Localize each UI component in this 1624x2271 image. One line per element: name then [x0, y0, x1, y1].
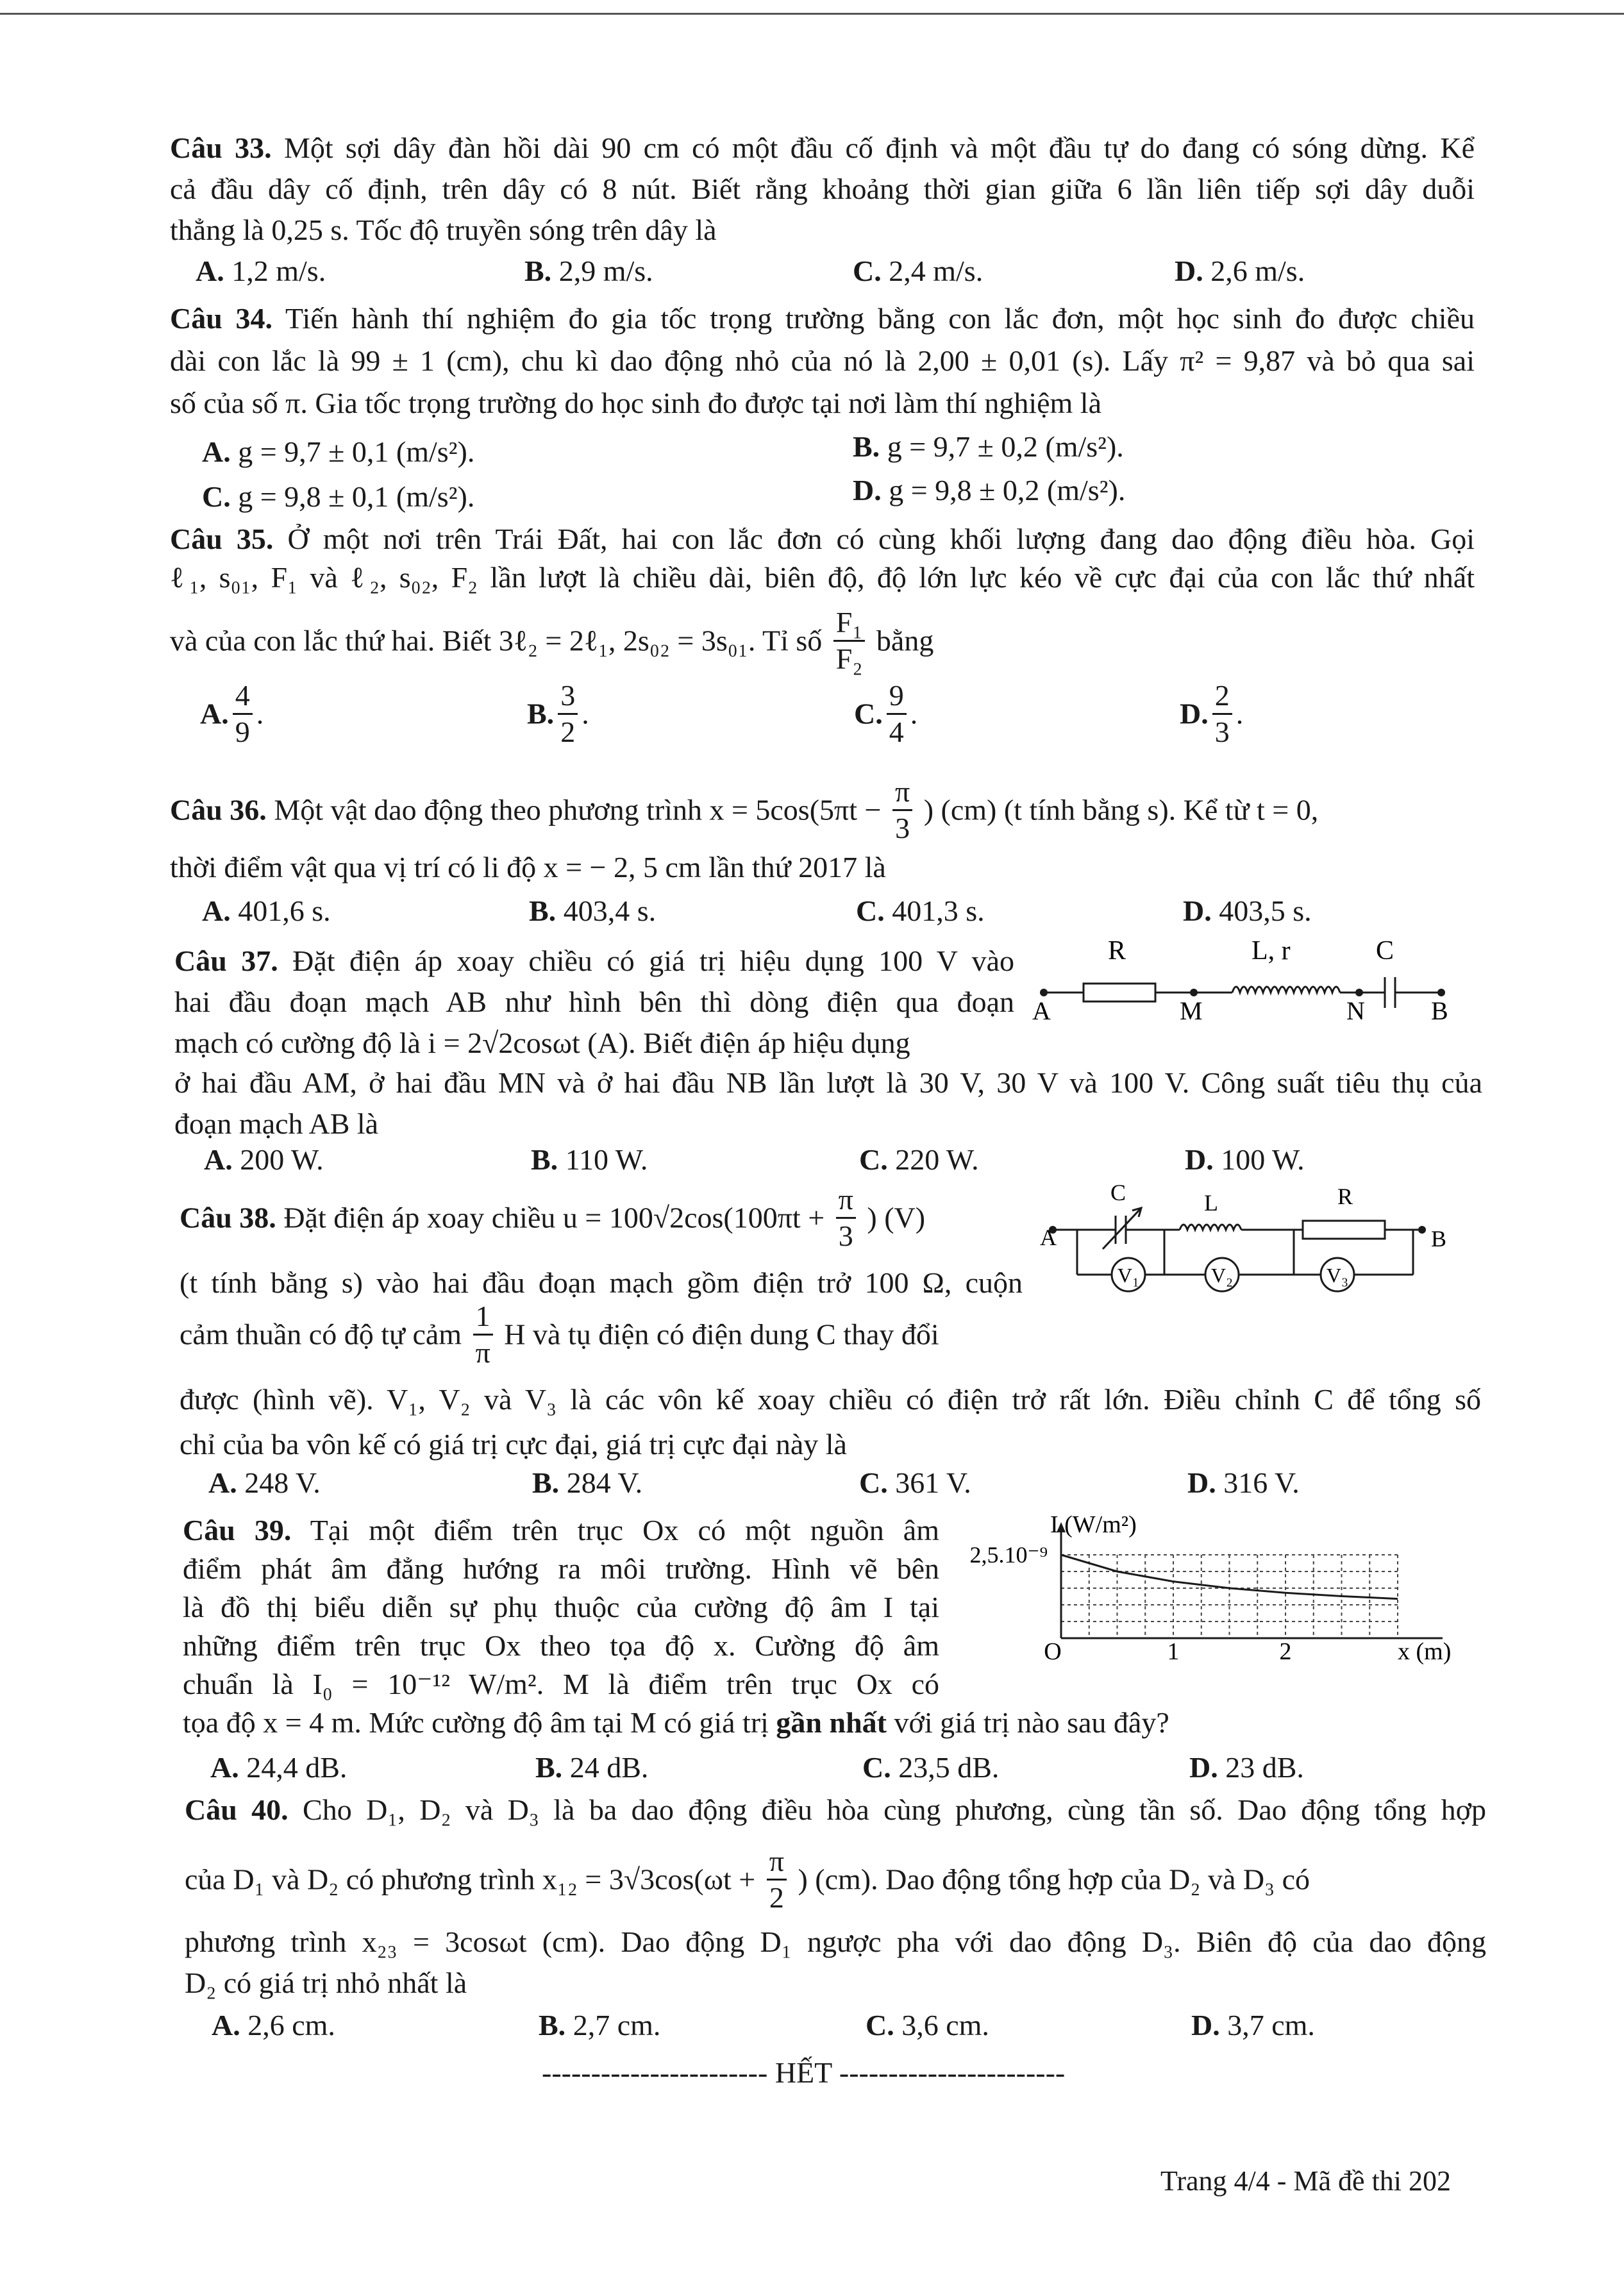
- q35-line-1: [170, 524, 1475, 554]
- q36-text-2: thời điểm vật qua vị trí có li độ x = − 2, 5 cm lần thứ 2017 là: [170, 851, 886, 884]
- q37-label-r: R: [1108, 936, 1126, 966]
- q37-label: Câu 37.: [174, 944, 278, 977]
- q35-text-3b: bằng: [876, 624, 934, 657]
- q38-text-4: được (hình vẽ). V₁, V₂ và V₃ là các vôn kế xoay chiều có điện trở rất lớn. Điều chỉnh C để tổng số: [180, 1383, 1481, 1416]
- q38-text-1b: ) (V): [867, 1201, 926, 1234]
- q38-one: 1: [475, 1300, 490, 1332]
- q37-text-3: mạch có cường độ là i = 2√2cosωt (A). Biết điện áp hiệu dụng: [174, 1027, 910, 1059]
- q35-text-3a: và của con lắc thứ hai. Biết 3ℓ₂ = 2ℓ₁, 2s₀₂ = 3s₀₁. Tỉ số: [170, 624, 823, 657]
- q40-pi: π: [769, 1845, 784, 1877]
- q34-text-1: Tiến hành thí nghiệm đo gia tốc trọng trường bằng con lắc đơn, một học sinh đo được chiều: [285, 302, 1475, 335]
- q37-text-5: đoạn mạch AB là: [174, 1107, 379, 1140]
- q40-two: 2: [767, 1879, 787, 1913]
- q39-text-1: Tại một điểm trên trục Ox có một nguồn âm: [310, 1514, 940, 1546]
- q40-label: Câu 40.: [185, 1793, 289, 1826]
- q33-option-c[interactable]: C. 2,4 m/s.: [853, 255, 984, 287]
- q38-label-b: B: [1431, 1226, 1447, 1252]
- q39-intensity-chart: [949, 1507, 1487, 1673]
- q37-line-1: [174, 946, 1014, 976]
- q39-text-2: điểm phát âm đẳng hướng ra môi trường. Hình vẽ bên: [183, 1552, 939, 1585]
- q38-label-v3: V₃: [1326, 1264, 1349, 1287]
- q39-text-6a: tọa độ x = 4 m. Mức cường độ âm tại M có giá trị: [183, 1706, 769, 1739]
- q34-line-1: [170, 304, 1475, 333]
- q40-text-4: D₂ có giá trị nhỏ nhất là: [185, 1966, 467, 1999]
- q35-ratio-den: F₂: [833, 640, 866, 674]
- q39-text-3: là đồ thị biểu diễn sự phụ thuộc của cường độ âm I tại: [183, 1591, 939, 1623]
- q35-option-d[interactable]: D. $\frac{2}{3}$ .: [1180, 679, 1244, 748]
- q38-label: Câu 38.: [180, 1201, 276, 1234]
- q37-option-a[interactable]: A. 200 W.: [204, 1143, 324, 1176]
- q40-option-b[interactable]: B. 2,7 cm.: [539, 2009, 661, 2041]
- q38-text-3a: cảm thuần có độ tự cảm: [180, 1318, 462, 1351]
- q39-option-d[interactable]: D. 23 dB.: [1189, 1751, 1304, 1784]
- chart-y-axis-label: I (W/m²): [1050, 1511, 1137, 1538]
- q37-label-a: A: [1032, 996, 1051, 1025]
- q33-line-1: [170, 133, 1475, 163]
- top-rule: [0, 13, 1624, 15]
- q37-label-m: M: [1180, 996, 1203, 1025]
- q37-text-2: hai đầu đoạn mạch AB như hình bên thì dòng điện qua đoạn: [174, 985, 1014, 1018]
- chart-y-tick-label: 2,5.10⁻⁹: [969, 1542, 1048, 1568]
- q38-option-d[interactable]: D. 316 V.: [1187, 1466, 1300, 1499]
- q35-ratio-fraction: [833, 608, 866, 674]
- q38-label-v1: V₁: [1117, 1264, 1140, 1287]
- q36-text-1b: ) (cm) (t tính bằng s). Kể từ t = 0,: [923, 793, 1319, 826]
- q40-option-a[interactable]: A. 2,6 cm.: [212, 2009, 335, 2041]
- q33-text-2: cả đầu dây cố định, trên dây có 8 nút. Biết rằng khoảng thời gian giữa 6 lần liên tiếp sợi dây duỗi: [170, 172, 1475, 205]
- q38-pi: π: [838, 1183, 853, 1216]
- q38-label-c: C: [1110, 1180, 1126, 1205]
- q38-text-2: (t tính bằng s) vào hai đầu đoạn mạch gồm điện trở 100 Ω, cuộn: [180, 1266, 1023, 1299]
- q37-option-d[interactable]: D. 100 W.: [1185, 1143, 1305, 1176]
- q37-node-a: [1040, 989, 1048, 996]
- q36-option-a[interactable]: A. 401,6 s.: [202, 894, 331, 927]
- chart-x-axis-label: x (m): [1398, 1638, 1452, 1665]
- q40-text-1: Cho D₁, D₂ và D₃ là ba dao động điều hòa cùng phương, cùng tần số. Dao động tổng hợp: [303, 1793, 1486, 1826]
- q37-label-b: B: [1431, 996, 1448, 1025]
- q38-label-l: L: [1204, 1190, 1218, 1216]
- q38-text-3b: H và tụ điện có điện dung C thay đổi: [504, 1318, 939, 1351]
- q36-pi: π: [894, 775, 910, 808]
- q35-text-1: Ở một nơi trên Trái Đất, hai con lắc đơn có cùng khối lượng đang dao động điều hòa. Gọi: [287, 523, 1475, 555]
- q39-option-b[interactable]: B. 24 dB.: [535, 1751, 649, 1784]
- q37-option-b[interactable]: B. 110 W.: [531, 1143, 648, 1176]
- page-footer: Trang 4/4 - Mã đề thi 202: [1160, 2165, 1452, 2197]
- q40-text-2b: ) (cm). Dao động tổng hợp của D₂ và D₃ có: [798, 1863, 1310, 1896]
- q34-option-b[interactable]: B. g = 9,7 ± 0,2 (m/s²).: [853, 430, 1124, 463]
- q38-label-r: R: [1337, 1184, 1353, 1209]
- q34-label: Câu 34.: [170, 302, 273, 335]
- q37-label-lr: L, r: [1251, 936, 1291, 966]
- q38-line-1: [180, 1185, 925, 1251]
- q37-label-n: N: [1346, 996, 1365, 1025]
- q38-line-3: [180, 1302, 939, 1368]
- chart-x-tick-label: 1: [1167, 1638, 1180, 1665]
- q35-ratio-num: F₁: [835, 606, 863, 639]
- q37-text-1: Đặt điện áp xoay chiều có giá trị hiệu dụng 100 V vào: [292, 944, 1015, 977]
- q38-pi-den: π: [473, 1334, 493, 1368]
- q39-line-6: [183, 1708, 1169, 1738]
- q36-three: 3: [892, 809, 912, 843]
- q35-text-2: ℓ₁, s₀₁, F₁ và ℓ₂, s₀₂, F₂ lần lượt là chiều dài, biên độ, độ lớn lực kéo về cực đại của con lắc thứ nhất: [170, 561, 1475, 594]
- q38-circuit-diagram: [1039, 1178, 1487, 1313]
- q36-text-1a: Một vật dao động theo phương trình x = 5cos(5πt −: [274, 793, 882, 826]
- q40-option-c[interactable]: C. 3,6 cm.: [866, 2009, 989, 2041]
- q33-text-3: thẳng là 0,25 s. Tốc độ truyền sóng trên dây là: [170, 214, 717, 246]
- q40-line-2: [185, 1847, 1310, 1913]
- q33-option-d[interactable]: D. 2,6 m/s.: [1175, 255, 1305, 287]
- q36-label: Câu 36.: [170, 793, 267, 826]
- chart-x-tick-label: 2: [1279, 1638, 1292, 1665]
- end-mark: ----------------------- HẾT -----------------------: [542, 2056, 1066, 2089]
- q33-label: Câu 33.: [170, 131, 272, 164]
- q40-option-d[interactable]: D. 3,7 cm.: [1191, 2009, 1315, 2041]
- q38-label-v2: V₂: [1210, 1264, 1234, 1287]
- q37-option-c[interactable]: C. 220 W.: [859, 1143, 979, 1176]
- q40-text-2a: của D₁ và D₂ có phương trình x₁₂ = 3√3cos(ωt +: [185, 1863, 756, 1896]
- q34-option-a[interactable]: A. g = 9,7 ± 0,1 (m/s²).: [202, 435, 475, 468]
- q35-line-3: [170, 608, 933, 674]
- q36-line-1: [170, 777, 1318, 843]
- q39-text-4: những điểm trên trục Ox theo tọa độ x. Cường độ âm: [183, 1629, 939, 1662]
- q34-option-c[interactable]: C. g = 9,8 ± 0,1 (m/s²).: [202, 480, 475, 513]
- q38-label-a: A: [1040, 1225, 1057, 1250]
- q39-line-1: [183, 1516, 939, 1545]
- q34-text-2: dài con lắc là 99 ± 1 (cm), chu kì dao động nhỏ của nó là 2,00 ± 0,01 (s). Lấy π² = 9,87 và bỏ qua sai: [170, 344, 1475, 377]
- q39-text-6b: gần nhất: [776, 1706, 887, 1739]
- q38-text-5: chỉ của ba vôn kế có giá trị cực đại, giá trị cực đại này là: [180, 1428, 847, 1461]
- q38-node-b: [1418, 1226, 1426, 1234]
- q33-option-a[interactable]: A. 1,2 m/s.: [196, 255, 326, 287]
- q36-option-c[interactable]: C. 401,3 s.: [856, 894, 985, 927]
- q39-option-a[interactable]: A. 24,4 dB.: [210, 1751, 347, 1784]
- q39-option-c[interactable]: C. 23,5 dB.: [862, 1751, 1000, 1784]
- q34-text-3: số của số π. Gia tốc trọng trường do học sinh đo được tại nơi làm thí nghiệm là: [170, 387, 1101, 419]
- q35-option-a[interactable]: A. $\frac{4}{9}$ .: [200, 679, 264, 748]
- q37-node-b: [1437, 989, 1445, 996]
- q35-option-c[interactable]: C. $\frac{9}{4}$ .: [854, 679, 918, 748]
- q39-text-6c: với giá trị nào sau đây?: [894, 1706, 1169, 1739]
- q39-text-5: chuẩn là I₀ = 10⁻¹² W/m². M là điểm trên trục Ox có: [183, 1668, 939, 1700]
- q36-option-b[interactable]: B. 403,4 s.: [529, 894, 657, 927]
- q34-option-d[interactable]: D. g = 9,8 ± 0,2 (m/s²).: [853, 474, 1126, 507]
- chart-origin-label: O: [1044, 1638, 1062, 1665]
- q33-option-b[interactable]: B. 2,9 m/s.: [524, 255, 653, 287]
- q40-text-3: phương trình x₂₃ = 3cosωt (cm). Dao động D₁ ngược pha với dao động D₃. Biên độ của dao động: [185, 1925, 1486, 1958]
- chart-axes: [1057, 1522, 1443, 1638]
- q36-option-d[interactable]: D. 403,5 s.: [1183, 894, 1312, 927]
- q33-text-1: Một sợi dây đàn hồi dài 90 cm có một đầu cố định và một đầu tự do đang có sóng dừng. Kể: [283, 131, 1475, 164]
- q37-node-m: [1190, 989, 1198, 996]
- q40-line-1: [185, 1795, 1486, 1825]
- q37-label-c: C: [1376, 936, 1394, 966]
- q39-label: Câu 39.: [183, 1514, 292, 1546]
- q37-node-n: [1355, 989, 1363, 996]
- q35-label: Câu 35.: [170, 523, 274, 555]
- q38-text-1a: Đặt điện áp xoay chiều u = 100√2cos(100πt +: [283, 1201, 825, 1234]
- q37-text-4: ở hai đầu AM, ở hai đầu MN và ở hai đầu NB lần lượt là 30 V, 30 V và 100 V. Công suất tiêu thụ của: [174, 1066, 1482, 1099]
- q38-option-b[interactable]: B. 284 V.: [532, 1466, 643, 1499]
- q35-option-b[interactable]: B. $\frac{3}{2}$ .: [527, 679, 589, 748]
- q38-three: 3: [836, 1217, 856, 1251]
- q37-circuit-diagram: [1026, 936, 1475, 1029]
- q38-option-c[interactable]: C. 361 V.: [859, 1466, 971, 1499]
- q38-option-a[interactable]: A. 248 V.: [208, 1466, 321, 1499]
